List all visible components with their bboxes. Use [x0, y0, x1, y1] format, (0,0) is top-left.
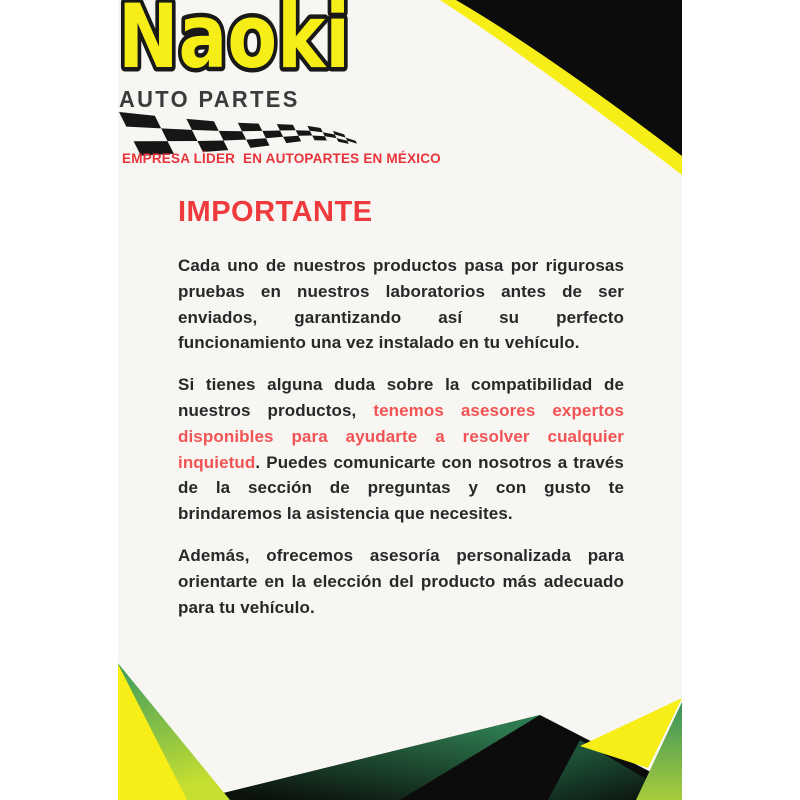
top-right-corner-decoration	[437, 0, 682, 180]
naoki-logo	[118, 0, 394, 95]
section-heading: IMPORTANTE	[178, 196, 373, 228]
poster-canvas	[118, 0, 682, 800]
paragraph-support-start: Si tienes alguna duda sobre la compatibilidad de nuestros productos,	[178, 375, 624, 420]
paragraph-advice: Además, ofrecemos asesoría personalizada para orientarte en la elección del producto más adecuado para tu vehículo.	[178, 545, 624, 617]
paragraph-support-end: . Puedes comunicarte con nosotros a través de la sección de preguntas y con gusto te brindaremos la asistencia que necesites.	[178, 452, 624, 524]
paragraph-quality: Cada uno de nuestros productos pasa por rigurosas pruebas en nuestros laboratorios antes de ser enviados, garantizando así su perfecto funcionamiento una vez instalado en tu vehículo.	[178, 256, 624, 353]
logo-text: Naoki	[118, 0, 350, 88]
brand-subtitle: AUTO PARTES	[119, 86, 300, 112]
brand-tagline: EMPRESA LÍDER EN AUTOPARTES EN MÉXICO	[122, 151, 441, 166]
paragraph-support	[178, 372, 624, 527]
info-section	[178, 196, 624, 636]
bottom-corner-decoration	[118, 640, 682, 800]
highlight-text: tenemos asesores expertos disponibles para ayudarte a resolver cualquier inquietud	[178, 400, 624, 472]
